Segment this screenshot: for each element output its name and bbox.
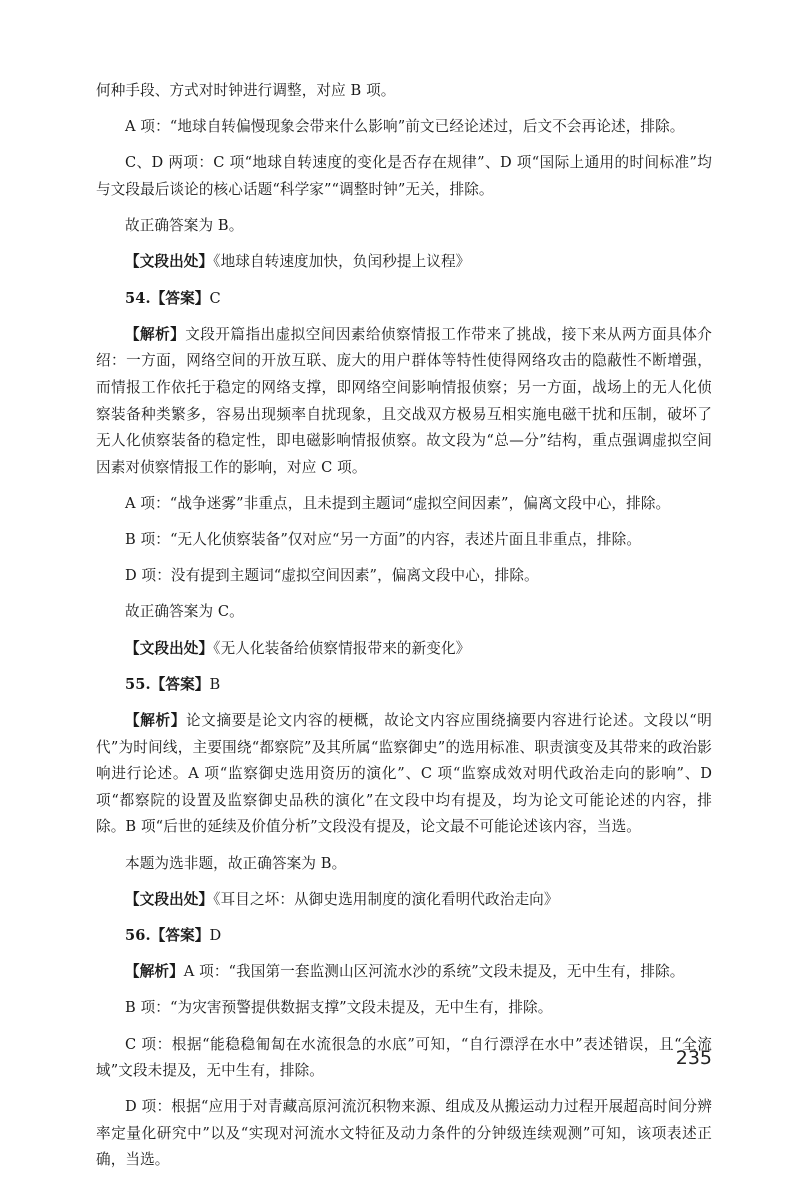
paragraph-text: 文段开篇指出虚拟空间因素给侦察情报工作带来了挑战，接下来从两方面具体介绍：一方面，网络空间的开放互联、庞大的用户群体等特性使得网络攻击的隐蔽性不断增强，而情报工作依托于稳定的网络支撑，即网络空间影响情报侦察；另一方面，战场上的无人化侦察装备种类繁多，容易出现频率自扰现象，且交战双方极易互相实施电磁干扰和压制，破坏了无人化侦察装备的稳定性，即电磁影响情报侦察。故文段为“总—分”结构，重点强调虚拟空间因素对侦察情报工作的影响，对应 C 项。: [96, 325, 712, 476]
paragraph: [96, 672, 712, 699]
paragraph-text: D: [209, 926, 222, 944]
paragraph: [96, 636, 712, 663]
paragraph: [96, 851, 712, 878]
paragraph-text: 论文摘要是论文内容的梗概，故论文内容应围绕摘要内容进行论述。文段以“明代”为时间线，主要围绕“都察院”及其所属“监察御史”的选用标准、职责演变及其带来的政治影响进行论述。A 项“监察御史选用资历的演化”、C 项“监察成效对明代政治走向的影响”、D 项“都察院的设置及监察御史品秩的演化”在文段中均有提及，均为论文可能论述的内容，排除。B 项“后世的延续及价值分析”文段没有提及，论文最不可能论述该内容，当选。: [96, 712, 712, 836]
paragraph-text: 《耳目之坏：从御史选用制度的演化看明代政治走向》: [213, 890, 559, 908]
page-number: 235: [675, 1047, 712, 1069]
paragraph-text: B: [209, 675, 221, 693]
paragraph-label: 56.【答案】: [125, 926, 210, 944]
paragraph-text: C 项：根据“能稳稳匍匐在水流很急的水底”可知，“自行漂浮在水中”表述错误，且“全流域”文段未提及，无中生有，排除。: [96, 1035, 712, 1080]
paragraph: [96, 78, 712, 105]
document-body: [96, 78, 712, 1184]
paragraph: [96, 322, 712, 482]
paragraph-text: D 项：没有提到主题词“虚拟空间因素”，偏离文段中心，排除。: [125, 567, 539, 585]
paragraph-label: 【文段出处】: [125, 253, 214, 271]
paragraph-label: 【解析】: [125, 963, 184, 981]
paragraph: [96, 708, 712, 841]
paragraph-text: A 项：“我国第一套监测山区河流水沙的系统”文段未提及，无中生有，排除。: [183, 963, 685, 981]
paragraph: [96, 491, 712, 518]
paragraph-label: 55.【答案】: [125, 675, 210, 693]
paragraph-text: B 项：“为灾害预警提供数据支撑”文段未提及，无中生有，排除。: [125, 999, 553, 1017]
paragraph: [96, 959, 712, 986]
paragraph-label: 【解析】: [125, 712, 186, 729]
paragraph: [96, 1032, 712, 1085]
paragraph: [96, 923, 712, 950]
paragraph-label: 54.【答案】: [125, 289, 210, 307]
paragraph: [96, 527, 712, 554]
paragraph: [96, 249, 712, 276]
paragraph-label: 【解析】: [125, 325, 186, 343]
paragraph-text: 《地球自转速度加快，负闰秒提上议程》: [213, 253, 471, 271]
paragraph-text: 本题为选非题，故正确答案为 B。: [125, 854, 347, 872]
paragraph-text: C: [209, 289, 221, 307]
paragraph: [96, 213, 712, 240]
paragraph-text: D 项：根据“应用于对青藏高原河流沉积物来源、组成及从搬运动力过程开展超高时间分辨率定量化研究中”以及“实现对河流水文特征及动力条件的分钟级连续观测”可知，该项表述正确，当选。: [96, 1098, 712, 1169]
paragraph-text: A 项：“地球自转偏慢现象会带来什么影响”前文已经论述过，后文不会再论述，排除。: [125, 118, 685, 136]
paragraph: [96, 286, 712, 313]
paragraph-text: 故正确答案为 B。: [125, 217, 244, 235]
paragraph-text: B 项：“无人化侦察装备”仅对应“另一方面”的内容，表述片面且非重点，排除。: [125, 531, 642, 549]
paragraph: [96, 114, 712, 141]
paragraph: [96, 150, 712, 203]
paragraph-text: A 项：“战争迷雾”非重点，且未提到主题词“虚拟空间因素”，偏离文段中心，排除。: [125, 494, 671, 512]
paragraph-label: 【文段出处】: [125, 890, 214, 908]
paragraph-text: 故正确答案为 C。: [125, 603, 244, 621]
paragraph-text: C、D 两项：C 项“地球自转速度的变化是否存在规律”、D 项“国际上通用的时间标准”均与文段最后谈论的核心话题“科学家”“调整时钟”无关，排除。: [96, 154, 712, 198]
paragraph: [96, 887, 712, 914]
paragraph-label: 【文段出处】: [125, 639, 214, 657]
paragraph: [96, 995, 712, 1022]
paragraph: [96, 563, 712, 590]
paragraph-text: 何种手段、方式对时钟进行调整，对应 B 项。: [96, 82, 396, 99]
paragraph: [96, 1094, 712, 1174]
paragraph-text: 《无人化装备给侦察情报带来的新变化》: [213, 639, 471, 657]
paragraph: [96, 599, 712, 626]
